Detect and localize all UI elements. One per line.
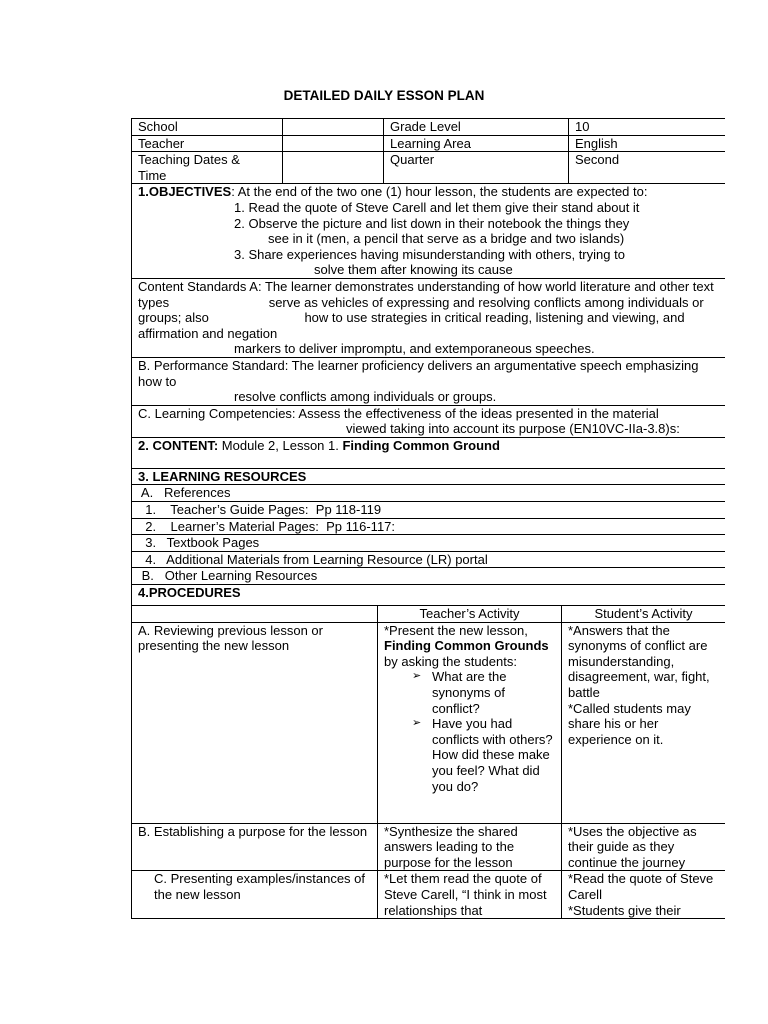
school-label: School (132, 119, 283, 136)
dates-label-line-2: Time (138, 167, 167, 183)
area-value: English (569, 135, 726, 152)
student-activity-c (562, 871, 726, 919)
dates-label (132, 152, 283, 184)
objective-item: 2. Observe the picture and list down in their notebook the things they (234, 215, 630, 231)
header-table (131, 118, 725, 184)
content-standards-line: how to use strategies in critical reading, listening and viewing, and affirmation and negation (138, 310, 685, 341)
quarter-value: Second (569, 152, 726, 184)
student-activity-c-line: *Read the quote of Steve Carell (568, 871, 714, 902)
objective-item: 1. Read the quote of Steve Carell and let them give their stand about it (234, 199, 640, 215)
resources-row: 3. Textbook Pages (132, 535, 726, 552)
teacher-activity-c: *Let them read the quote of Steve Carell, “I think in most relationships that (378, 871, 562, 919)
question-item: ➢ What are the synonyms of conflict? (408, 669, 555, 716)
objective-item: see in it (men, a pencil that serve as a bridge and two islands) (268, 231, 625, 247)
procedure-label-a: A. Reviewing previous lesson or presenting the new lesson (132, 622, 378, 823)
lesson-plan-sheet (131, 118, 725, 968)
dates-value (283, 152, 384, 184)
question-item: ➢ Have you had conflicts with others? How did these make you feel? What did you do? (408, 716, 555, 794)
student-activity-a-line: *Answers that the synonyms of conflict are misunderstanding, disagreement, war, fight, battle (568, 622, 710, 700)
procedure-label-c: C. Presenting examples/instances of the new lesson (132, 871, 378, 919)
procedures-blank-header (132, 606, 378, 623)
competencies-line: viewed taking into account its purpose (EN10VC-IIa-3.8)s: (346, 421, 680, 437)
resources-heading: 3. LEARNING RESOURCES (132, 468, 726, 485)
teacher-activity-a-bold: Finding Common Grounds (384, 638, 549, 654)
competencies-section (132, 405, 726, 437)
grade-label: Grade Level (384, 119, 569, 136)
performance-standard-section (132, 357, 726, 405)
performance-standard-line: B. Performance Standard: The learner proficiency delivers an argumentative speech emphasizing how to (138, 357, 699, 389)
teacher-value (283, 135, 384, 152)
student-activity-a-line: *Called students may share his or her experience on it. (568, 700, 691, 747)
content-heading: 2. CONTENT: (138, 437, 219, 453)
student-activity-a (562, 622, 726, 823)
resources-row: B. Other Learning Resources (132, 568, 726, 585)
objectives-section (132, 184, 726, 279)
grade-value: 10 (569, 119, 726, 136)
content-standards-line: markers to deliver impromptu, and extemporaneous speeches. (234, 341, 595, 357)
procedure-label-b: B. Establishing a purpose for the lesson (132, 823, 378, 871)
objectives-heading: 1.OBJECTIVES (138, 184, 232, 200)
content-standards-section (132, 278, 726, 357)
teacher-activity-header: Teacher’s Activity (378, 606, 562, 623)
resources-row: 1. Teacher’s Guide Pages: Pp 118-119 (132, 502, 726, 519)
quarter-label: Quarter (384, 152, 569, 184)
student-activity-b: *Uses the objective as their guide as they continue the journey (562, 823, 726, 871)
teacher-activity-a (378, 622, 562, 823)
question-list (384, 669, 555, 794)
content-lesson-title: Finding Common Ground (342, 437, 500, 453)
document-title: DETAILED DAILY ESSON PLAN (283, 88, 485, 103)
procedures-heading: 4.PROCEDURES (132, 585, 726, 606)
resources-row: A. References (132, 485, 726, 502)
objective-item: 3. Share experiences having misunderstanding with others, trying to (234, 246, 625, 262)
student-activity-c-line: *Students give their (568, 902, 681, 918)
objectives-intro: : At the end of the two one (1) hour lesson, the students are expected to: (231, 184, 648, 200)
teacher-activity-a-post: by asking the students: (384, 653, 517, 669)
teacher-activity-b: *Synthesize the shared answers leading to the purpose for the lesson (378, 823, 562, 871)
resources-row: 2. Learner’s Material Pages: Pp 116-117: (132, 518, 726, 535)
teacher-activity-a-pre: *Present the new lesson, (384, 622, 528, 638)
dates-label-line-1: Teaching Dates & (138, 152, 240, 168)
performance-standard-line: resolve conflicts among individuals or groups. (234, 389, 497, 405)
resources-row: 4. Additional Materials from Learning Resource (LR) portal (132, 551, 726, 568)
content-section (132, 437, 726, 468)
competencies-line: C. Learning Competencies: Assess the effectiveness of the ideas presented in the material (138, 405, 659, 421)
content-standards-line: serve as vehicles of expressing and resolving conflicts among individuals or groups; also (138, 294, 704, 326)
school-value (283, 119, 384, 136)
teacher-label: Teacher (132, 135, 283, 152)
content-text: Module 2, Lesson 1. (218, 437, 343, 453)
area-label: Learning Area (384, 135, 569, 152)
content-standards-line: Content Standards A: The learner demonstrates understanding of how world literature and other text types (138, 278, 714, 310)
body-table (131, 183, 725, 919)
objective-item: solve them after knowing its cause (314, 262, 513, 278)
student-activity-header: Student’s Activity (562, 606, 726, 623)
